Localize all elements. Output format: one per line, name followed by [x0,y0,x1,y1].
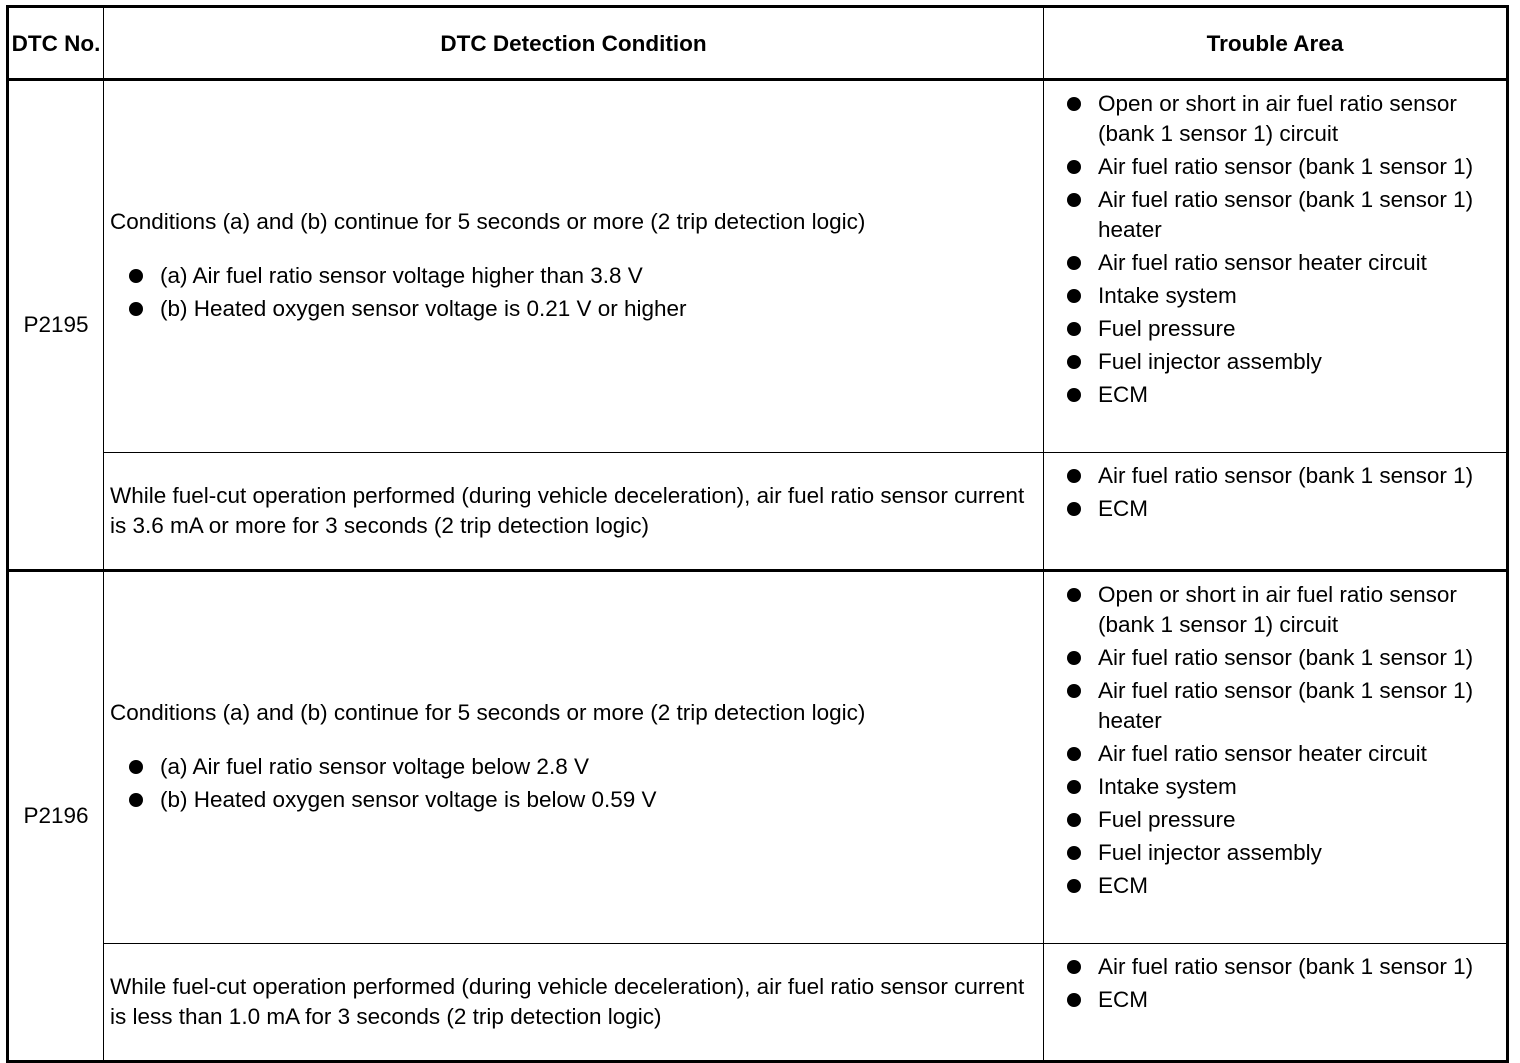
trouble-area-list [1044,580,1500,901]
sub-condition-text: (a) Air fuel ratio sensor voltage higher than 3.8 V [160,262,643,288]
bullet-icon [129,302,143,316]
trouble-area-text: Open or short in air fuel ratio sensor (bank 1 sensor 1) circuit [1098,91,1457,146]
bullet-icon [1067,747,1081,761]
bullet-icon [1067,780,1081,794]
sub-condition-list [110,261,1035,324]
bullet-icon [1067,960,1081,974]
trouble-area-text: ECM [1098,987,1148,1012]
bullet-icon [1067,256,1081,270]
bullet-icon [1067,684,1081,698]
trouble-area-cell [1044,80,1508,453]
condition-text: Conditions (a) and (b) continue for 5 seconds or more (2 trip detection logic) [110,208,866,234]
trouble-area-text: Open or short in air fuel ratio sensor (bank 1 sensor 1) circuit [1098,582,1457,637]
list-item [1044,380,1500,410]
bullet-icon [1067,160,1081,174]
trouble-area-text: Intake system [1098,283,1237,308]
trouble-area-text: Air fuel ratio sensor (bank 1 sensor 1) [1098,954,1474,979]
trouble-area-cell [1044,944,1508,1062]
list-item [1044,838,1500,868]
list-item [110,785,1035,815]
detection-condition-cell [104,944,1044,1062]
list-item [1044,185,1500,245]
trouble-area-text: ECM [1098,382,1148,407]
trouble-area-text: Fuel injector assembly [1098,349,1322,374]
bullet-icon [1067,388,1081,402]
list-item [1044,281,1500,311]
bullet-icon [1067,879,1081,893]
bullet-icon [129,760,143,774]
trouble-area-text: Air fuel ratio sensor (bank 1 sensor 1) heater [1098,187,1474,242]
list-item [1044,676,1500,736]
list-item [1044,580,1500,640]
sub-condition-text: (a) Air fuel ratio sensor voltage below 2.8 V [160,753,589,779]
bullet-icon [1067,193,1081,207]
list-item [1044,985,1500,1015]
detection-condition-cell [104,571,1044,944]
trouble-area-cell [1044,571,1508,944]
bullet-icon [1067,355,1081,369]
list-item [110,294,1035,324]
trouble-area-text: Air fuel ratio sensor (bank 1 sensor 1) [1098,645,1474,670]
trouble-area-text: Air fuel ratio sensor heater circuit [1098,741,1427,766]
list-item [1044,89,1500,149]
list-item [1044,739,1500,769]
header-detection-condition: DTC Detection Condition [104,7,1044,80]
list-item [1044,347,1500,377]
detection-condition-cell [104,80,1044,453]
condition-text: While fuel-cut operation performed (during vehicle deceleration), air fuel ratio sensor current is less than 1.0 mA for 3 seconds (2 trip detection logic) [110,974,1025,1029]
dtc-code: P2195 [8,80,104,571]
bullet-icon [1067,289,1081,303]
list-item [1044,314,1500,344]
list-item [1044,772,1500,802]
list-item [1044,871,1500,901]
header-trouble-area: Trouble Area [1044,7,1508,80]
header-row [8,7,1508,80]
trouble-area-text: Air fuel ratio sensor (bank 1 sensor 1) [1098,154,1474,179]
trouble-area-list [1044,952,1500,1015]
table-row [8,944,1508,1062]
list-item [1044,952,1500,982]
bullet-icon [1067,322,1081,336]
sub-condition-list [110,752,1035,815]
bullet-icon [1067,993,1081,1007]
table-row [8,453,1508,571]
dtc-table [6,5,1509,1063]
trouble-area-text: Air fuel ratio sensor (bank 1 sensor 1) heater [1098,678,1474,733]
trouble-area-text: ECM [1098,496,1148,521]
trouble-area-text: ECM [1098,873,1148,898]
bullet-icon [1067,846,1081,860]
condition-text: Conditions (a) and (b) continue for 5 seconds or more (2 trip detection logic) [110,699,866,725]
table-row [8,571,1508,944]
bullet-icon [1067,813,1081,827]
bullet-icon [129,269,143,283]
trouble-area-text: Fuel pressure [1098,807,1236,832]
trouble-area-text: Air fuel ratio sensor heater circuit [1098,250,1427,275]
sub-condition-text: (b) Heated oxygen sensor voltage is 0.21 V or higher [160,295,687,321]
list-item [110,261,1035,291]
list-item [1044,248,1500,278]
bullet-icon [1067,97,1081,111]
sub-condition-text: (b) Heated oxygen sensor voltage is below 0.59 V [160,786,657,812]
list-item [1044,152,1500,182]
bullet-icon [1067,502,1081,516]
bullet-icon [129,793,143,807]
bullet-icon [1067,651,1081,665]
bullet-icon [1067,588,1081,602]
list-item [1044,805,1500,835]
dtc-code: P2196 [8,571,104,1062]
trouble-area-text: Fuel pressure [1098,316,1236,341]
trouble-area-text: Air fuel ratio sensor (bank 1 sensor 1) [1098,463,1474,488]
table-row [8,80,1508,453]
trouble-area-list [1044,89,1500,410]
list-item [110,752,1035,782]
list-item [1044,494,1500,524]
condition-text: While fuel-cut operation performed (during vehicle deceleration), air fuel ratio sensor current is 3.6 mA or more for 3 seconds (2 trip detection logic) [110,483,1025,538]
trouble-area-text: Intake system [1098,774,1237,799]
list-item [1044,643,1500,673]
detection-condition-cell [104,453,1044,571]
list-item [1044,461,1500,491]
bullet-icon [1067,469,1081,483]
trouble-area-cell [1044,453,1508,571]
trouble-area-list [1044,461,1500,524]
header-dtc-no: DTC No. [8,7,104,80]
trouble-area-text: Fuel injector assembly [1098,840,1322,865]
